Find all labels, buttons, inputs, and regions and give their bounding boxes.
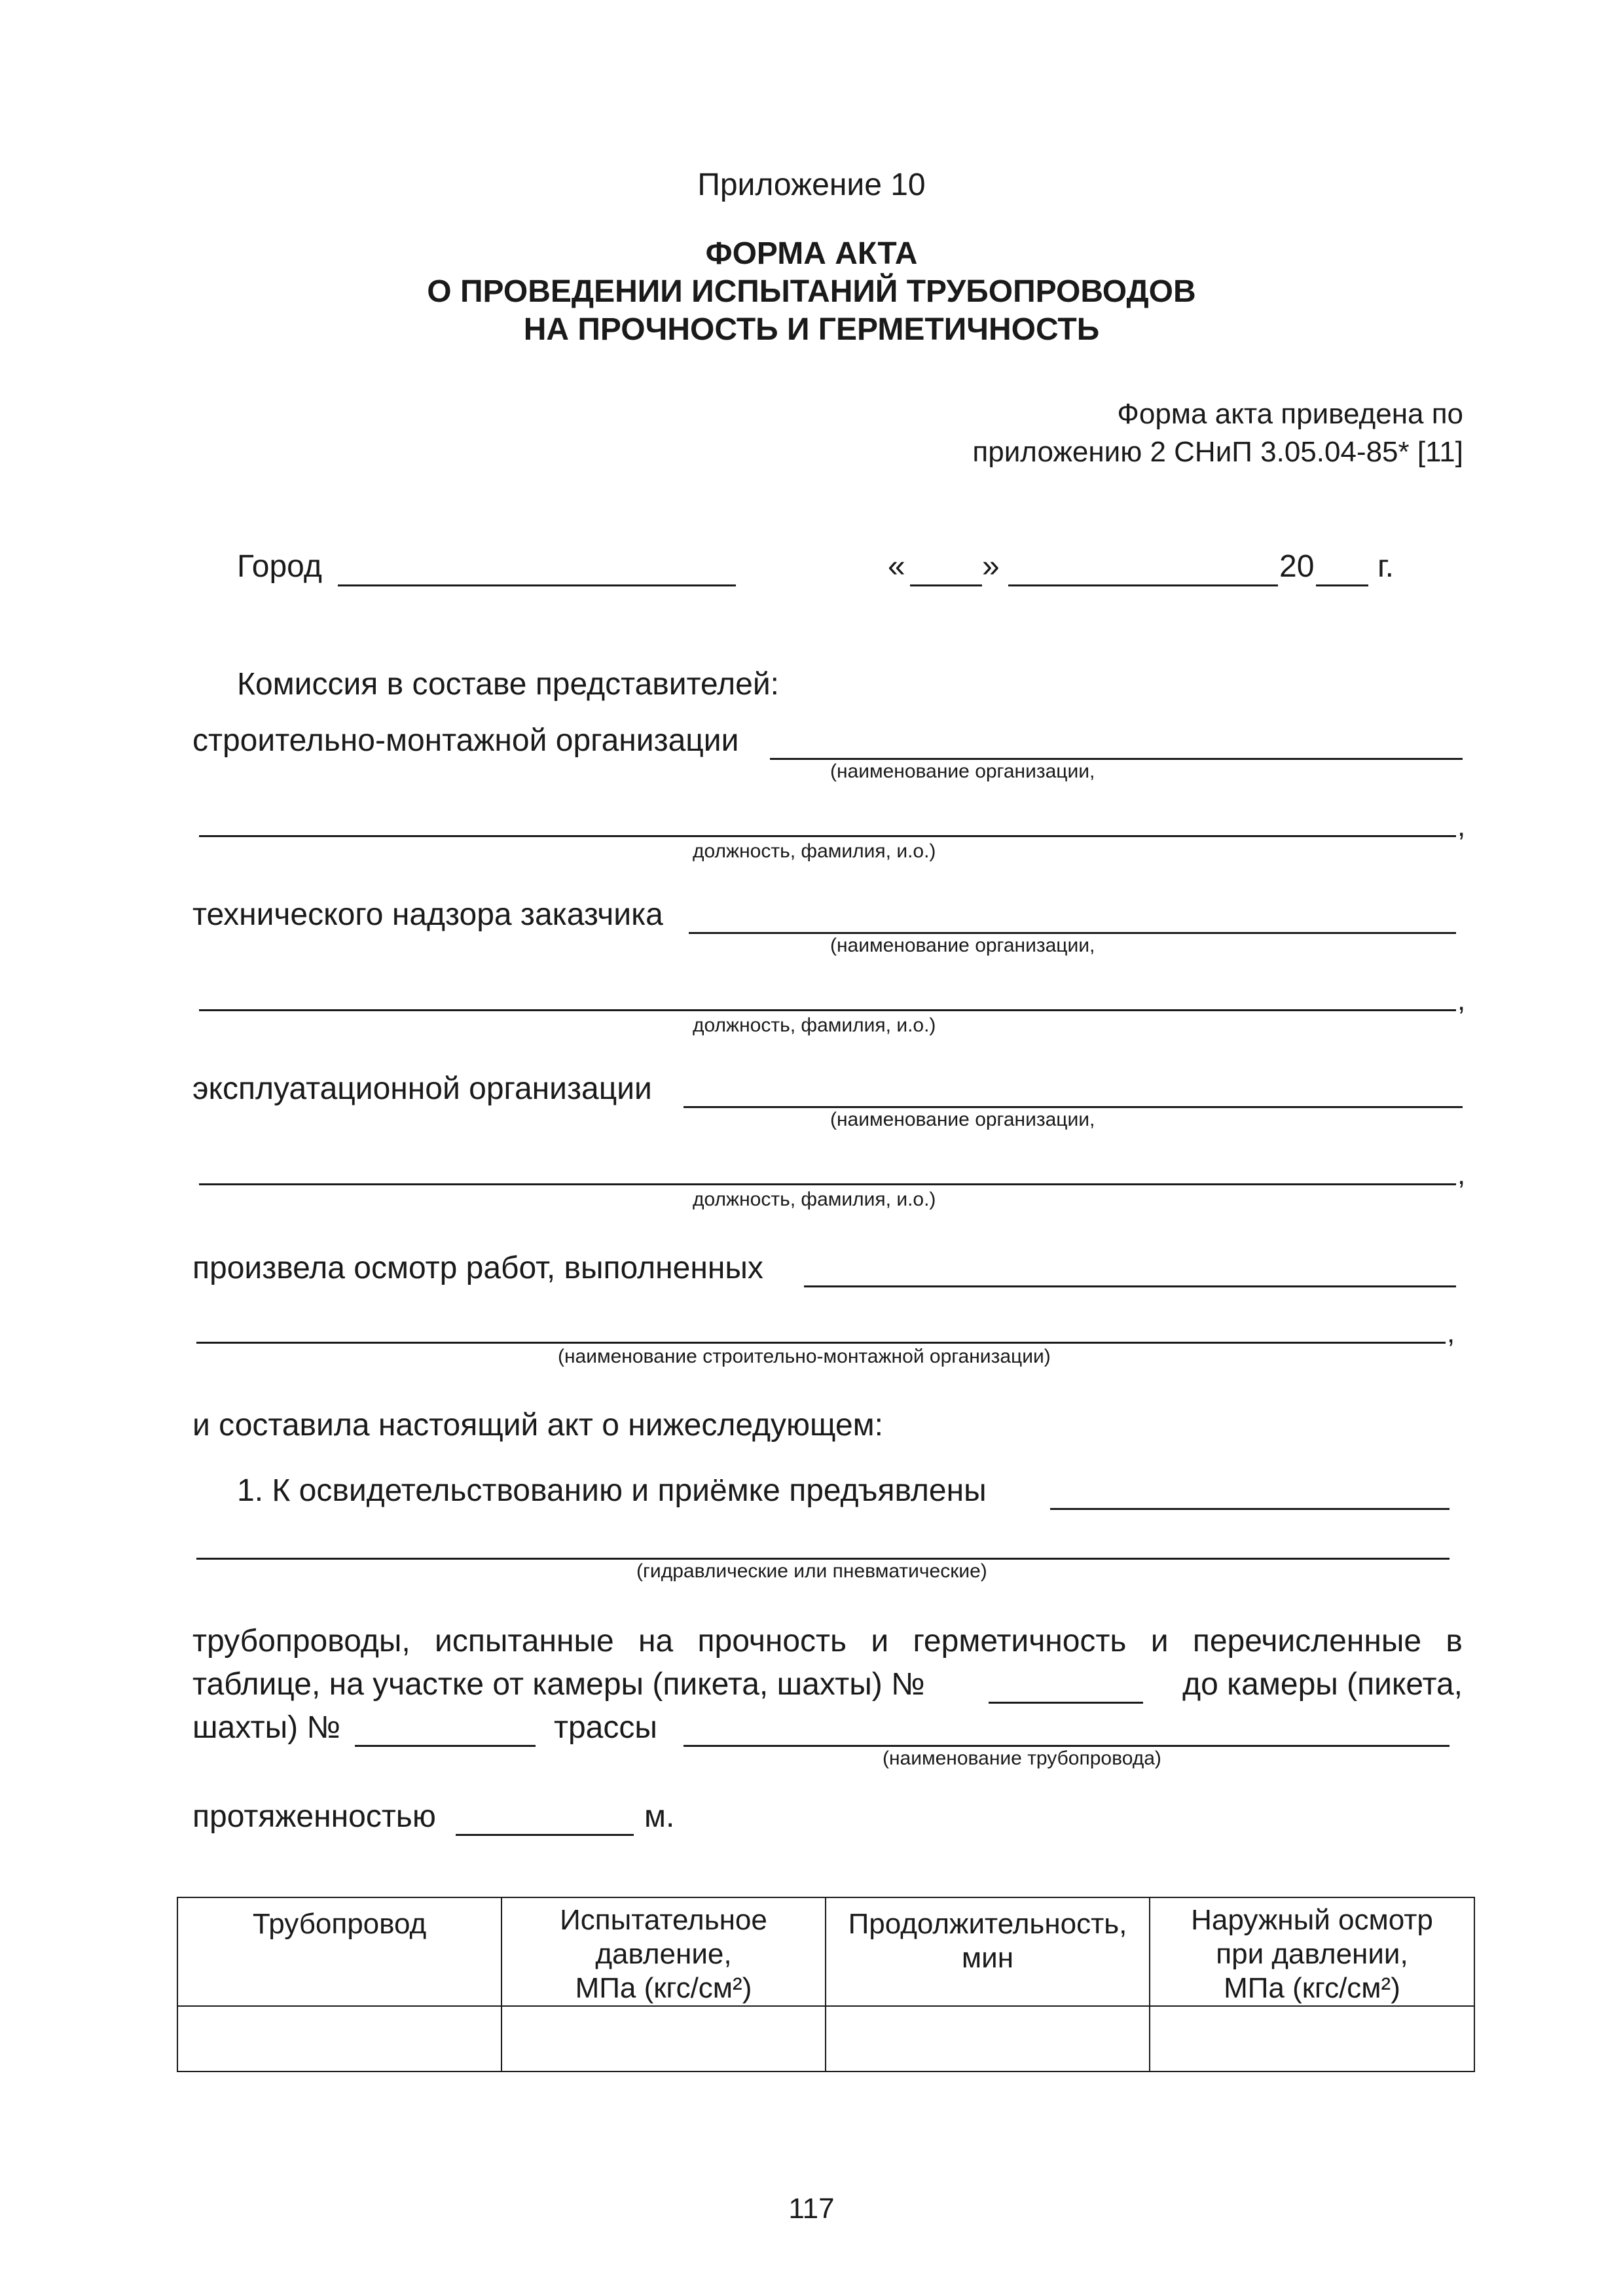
table-header-inspection-text: Наружный осмотр при давлении, МПа (кгс/см²) — [1191, 1904, 1433, 2004]
item1-field-2[interactable] — [196, 1558, 1450, 1560]
operating-org-hint: (наименование организации, — [830, 1109, 1095, 1130]
pipelines-word-3: на — [638, 1624, 674, 1659]
title-line-1: ФОРМА АКТА — [705, 236, 918, 271]
note-line-1: Форма акта приведена по — [1117, 398, 1463, 430]
month-field[interactable] — [1008, 584, 1278, 586]
comma-3: , — [1457, 1158, 1466, 1191]
day-field[interactable] — [910, 584, 982, 586]
city-label: Город — [237, 549, 322, 584]
operating-org-field[interactable] — [684, 1106, 1463, 1108]
construction-org-hint: (наименование организации, — [830, 761, 1095, 782]
length-label: протяженностью — [192, 1799, 436, 1834]
table-cell-pressure[interactable] — [501, 2005, 826, 2072]
tech-supervision-label: технического надзора заказчика — [192, 897, 663, 932]
table-header-pipeline-text: Трубопровод — [252, 1908, 427, 1940]
pipelines-line-3b: трассы — [554, 1710, 657, 1745]
pipelines-word-2: испытанные — [435, 1624, 614, 1659]
performer-hint: (наименование строительно-монтажной организации) — [558, 1346, 1051, 1367]
year-prefix: 20 — [1279, 549, 1315, 584]
date-open-quote: « — [888, 549, 905, 584]
inspection-performed-label: произвела осмотр работ, выполненных — [192, 1251, 763, 1285]
table-header-pressure — [501, 1897, 826, 2007]
year-field[interactable] — [1316, 584, 1368, 586]
table-header-duration — [825, 1897, 1150, 2007]
operating-org-person-hint: должность, фамилия, и.о.) — [693, 1189, 936, 1210]
operating-org-person-field[interactable] — [199, 1183, 1456, 1185]
construction-org-person-field[interactable] — [199, 835, 1456, 837]
table-cell-duration[interactable] — [825, 2005, 1150, 2072]
page-number: 117 — [788, 2193, 835, 2225]
tech-supervision-person-hint: должность, фамилия, и.о.) — [693, 1014, 936, 1036]
year-suffix: г. — [1377, 549, 1394, 584]
construction-org-label: строительно-монтажной организации — [192, 723, 739, 758]
appendix-label: Приложение 10 — [697, 168, 926, 202]
item1-text: 1. К освидетельствованию и приёмке предъявлены — [237, 1473, 987, 1508]
operating-org-label: эксплуатационной организации — [192, 1071, 652, 1106]
construction-org-person-hint: должность, фамилия, и.о.) — [693, 840, 936, 862]
item1-hint: (гидравлические или пневматические) — [636, 1560, 987, 1582]
item1-field[interactable] — [1050, 1508, 1450, 1510]
pipeline-hint: (наименование трубопровода) — [883, 1748, 1161, 1769]
note-line-2: приложению 2 СНиП 3.05.04-85* [11] — [972, 436, 1463, 468]
performer-field[interactable] — [804, 1285, 1456, 1287]
to-chamber-field[interactable] — [355, 1745, 536, 1747]
table-cell-pipeline[interactable] — [177, 2005, 502, 2072]
pipelines-word-8: перечисленные — [1192, 1624, 1422, 1659]
table-header-duration-text: Продолжительность, мин — [848, 1908, 1127, 1974]
comma-4: , — [1447, 1317, 1455, 1349]
pipelines-word-1: трубопроводы, — [192, 1624, 410, 1659]
table-header-pipeline — [177, 1897, 502, 2007]
table-header-inspection — [1149, 1897, 1475, 2007]
title-line-3: НА ПРОЧНОСТЬ И ГЕРМЕТИЧНОСТЬ — [523, 312, 1100, 347]
pipelines-line-2b: до камеры (пикета, — [1182, 1667, 1463, 1702]
inspection-compiled: и составила настоящий акт о нижеследующем: — [192, 1408, 884, 1443]
title-line-2: О ПРОВЕДЕНИИ ИСПЫТАНИЙ ТРУБОПРОВОДОВ — [427, 274, 1196, 309]
length-field[interactable] — [456, 1834, 634, 1836]
from-chamber-field[interactable] — [989, 1702, 1143, 1704]
tech-supervision-hint: (наименование организации, — [830, 935, 1095, 956]
pipelines-word-5: и — [871, 1624, 889, 1659]
commission-intro: Комиссия в составе представителей: — [237, 667, 779, 702]
length-unit: м. — [644, 1799, 675, 1834]
construction-org-field[interactable] — [770, 758, 1463, 760]
city-field[interactable] — [338, 584, 736, 586]
pipelines-line-1 — [192, 1623, 1463, 1659]
route-field[interactable] — [684, 1745, 1450, 1747]
table-header-pressure-text: Испытательное давление, МПа (кгс/см²) — [560, 1904, 767, 2004]
comma-1: , — [1457, 810, 1466, 842]
tech-supervision-person-field[interactable] — [199, 1009, 1456, 1011]
pipelines-word-6: герметичность — [913, 1624, 1127, 1659]
tech-supervision-field[interactable] — [689, 932, 1456, 934]
table-cell-inspection[interactable] — [1149, 2005, 1475, 2072]
performer-field-2[interactable] — [196, 1342, 1446, 1344]
pipelines-word-9: в — [1446, 1624, 1463, 1659]
pipelines-word-7: и — [1150, 1624, 1169, 1659]
pipelines-line-2a: таблице, на участке от камеры (пикета, шахты) № — [192, 1667, 925, 1702]
pipelines-line-3a: шахты) № — [192, 1710, 340, 1745]
date-close-quote: » — [982, 549, 1000, 584]
pipelines-word-4: прочность — [697, 1624, 847, 1659]
comma-2: , — [1457, 984, 1466, 1016]
